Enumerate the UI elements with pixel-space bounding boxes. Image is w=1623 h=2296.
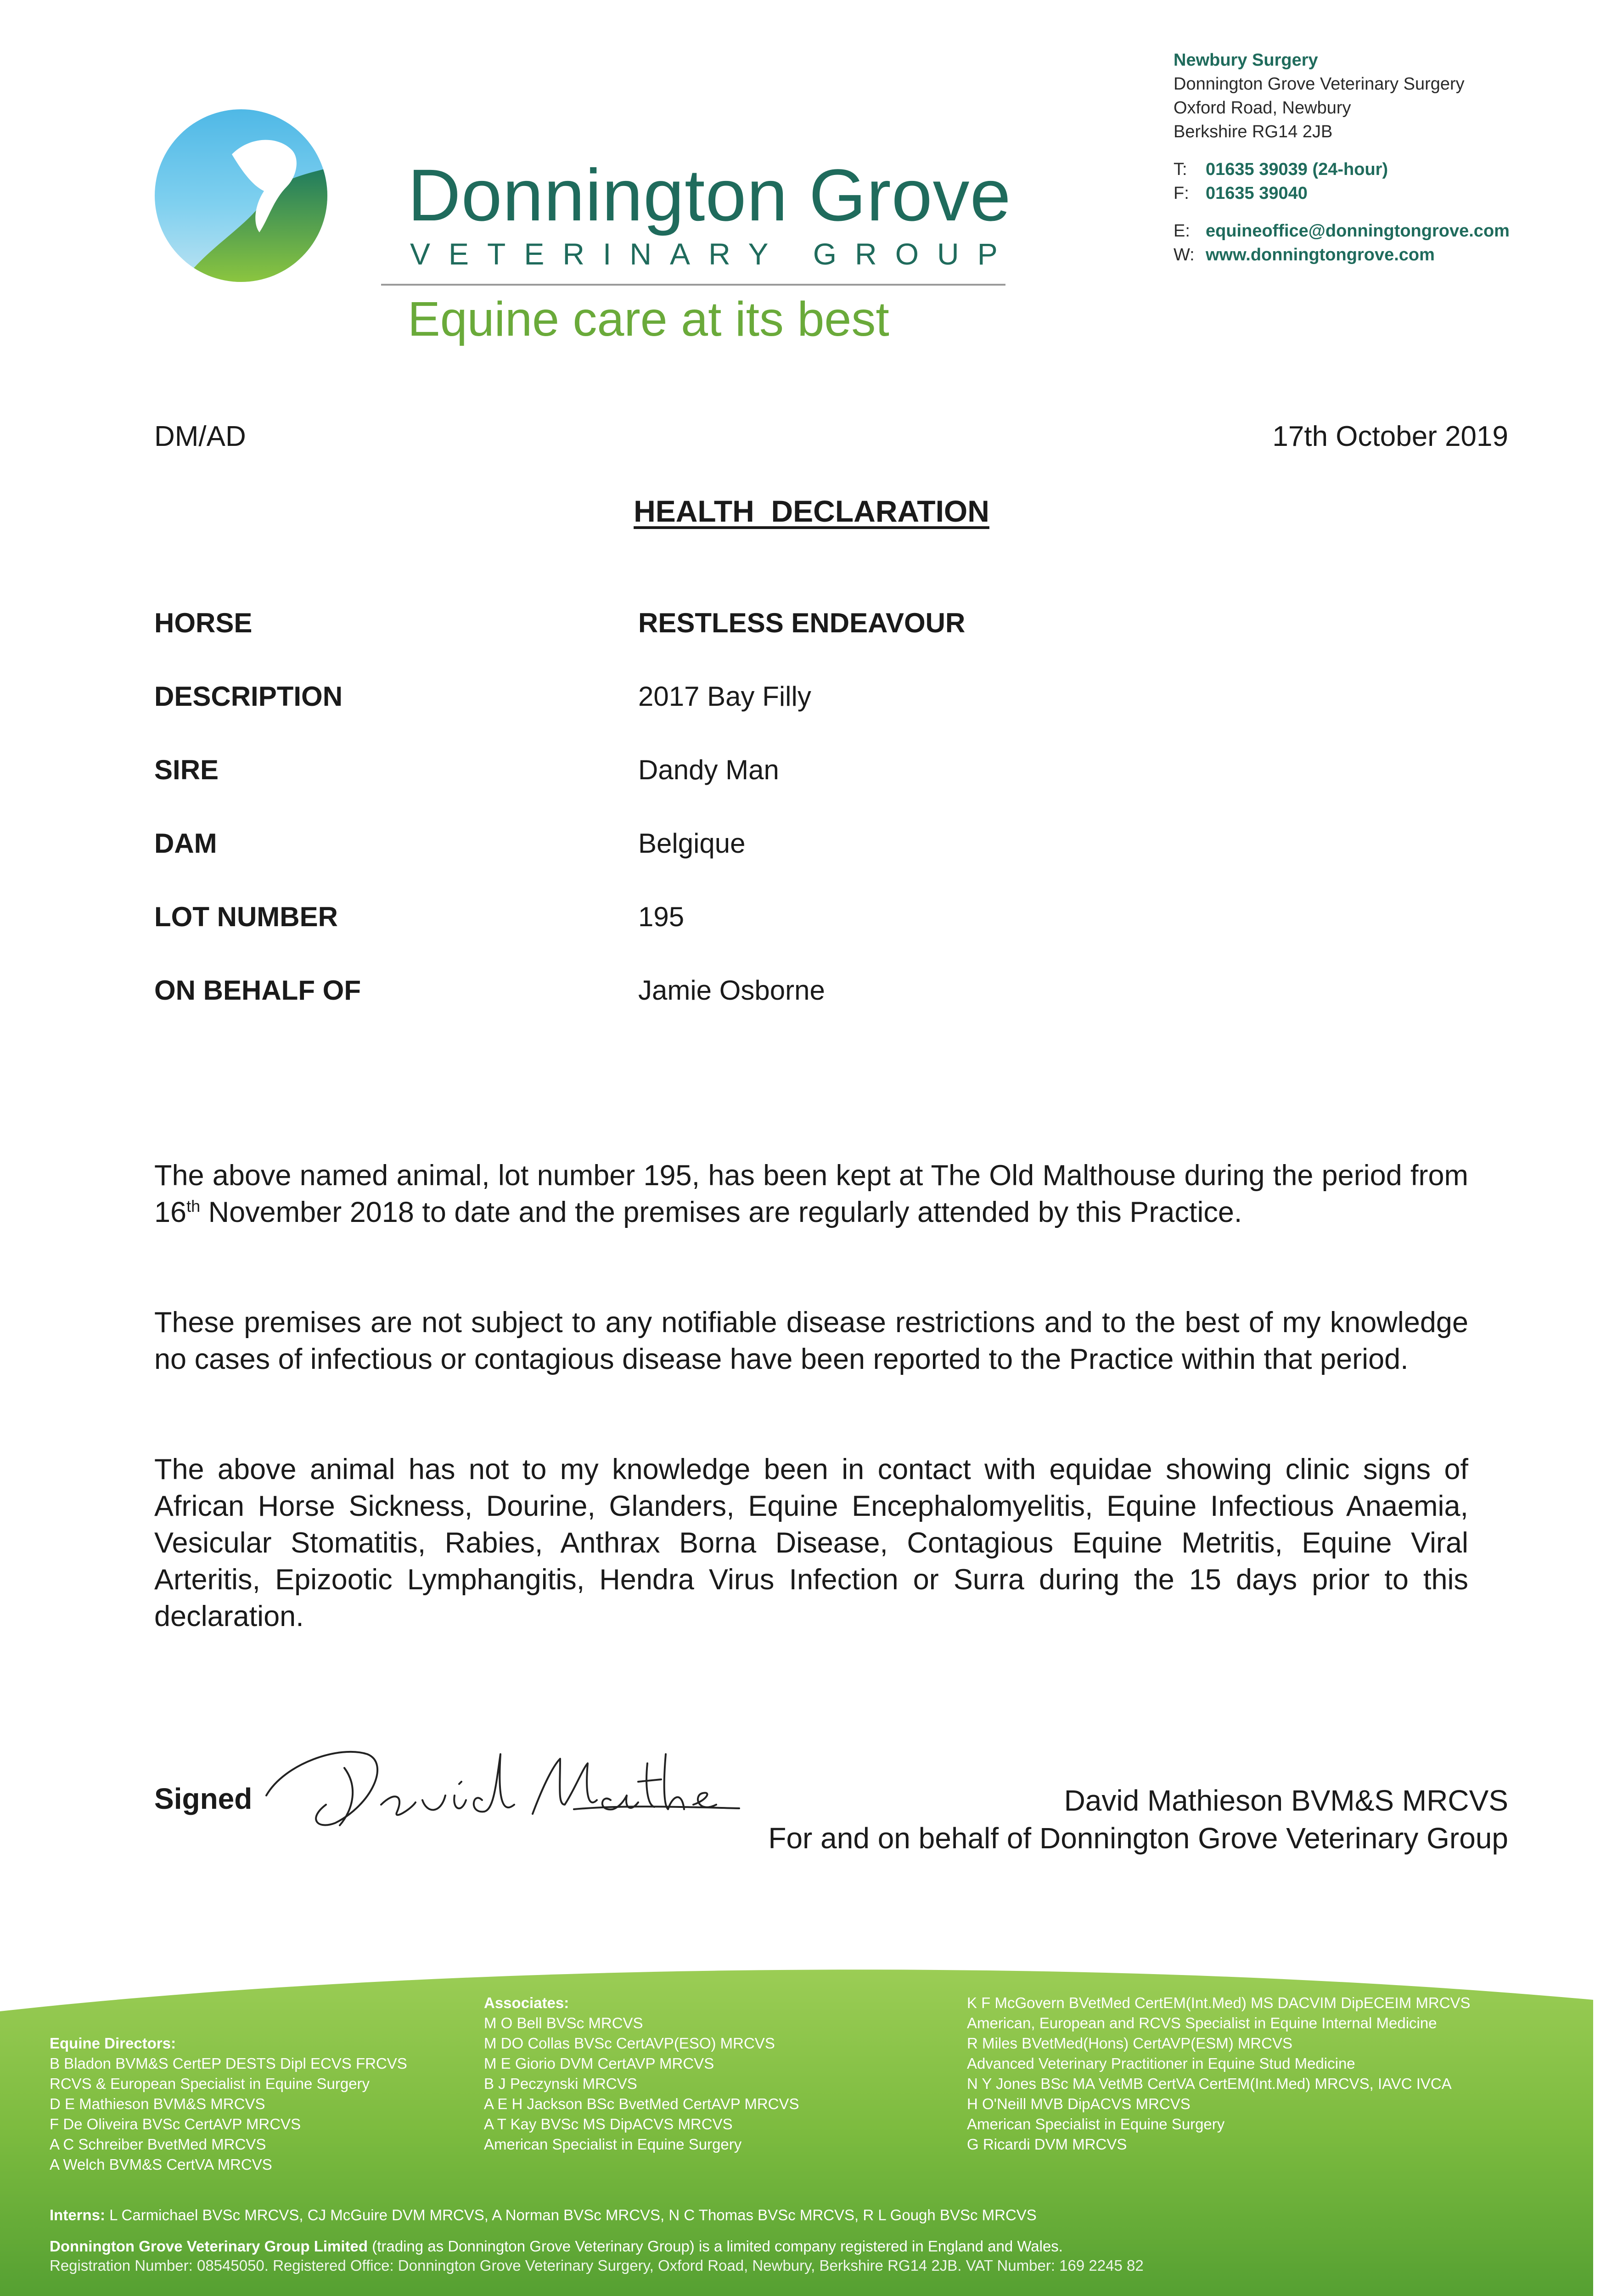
field-value-description: 2017 Bay Filly [638, 681, 811, 712]
field-label-horse: HORSE [154, 608, 253, 638]
staff-line: American, European and RCVS Specialist in Equine Internal Medicine [967, 2015, 1437, 2032]
interns-names: L Carmichael BVSc MRCVS, CJ McGuire DVM MRCVS, A Norman BVSc MRCVS, N C Thomas BVSc MRCVS, R L Gough BVSc MRCVS [105, 2206, 1037, 2223]
field-value-dam: Belgique [638, 828, 746, 859]
staff-line: R Miles BVetMed(Hons) CertAVP(ESM) MRCVS [967, 2035, 1293, 2052]
company-text: (trading as Donnington Grove Veterinary Group) is a limited company registered in England and Wales. [368, 2238, 1063, 2255]
address-line: Oxford Road, Newbury [1174, 98, 1351, 118]
director-line: A Welch BVM&S CertVA MRCVS [50, 2156, 272, 2173]
tel-number: 01635 39039 (24-hour) [1206, 160, 1388, 179]
field-value-horse: RESTLESS ENDEAVOUR [638, 608, 966, 638]
logo-icon [154, 108, 328, 283]
signature [257, 1736, 744, 1832]
web-label: W: [1174, 245, 1195, 264]
brand-divider [381, 284, 1005, 286]
paragraph-2: These premises are not subject to any notifiable disease restrictions and to the best of my knowledge no cases of infectious or contagious disease have been reported to the Practice within that period. [154, 1306, 1468, 1375]
associate-line: M O Bell BVSc MRCVS [484, 2015, 643, 2032]
brand-tagline: Equine care at its best [408, 292, 889, 346]
staff-line: G Ricardi DVM MRCVS [967, 2136, 1127, 2153]
document-title [0, 494, 1623, 529]
fax-number: 01635 39040 [1206, 184, 1308, 203]
director-line: F De Oliveira BVSc CertAVP MRCVS [50, 2116, 301, 2133]
web-link[interactable]: www.donningtongrove.com [1206, 245, 1435, 264]
staff-line: H O'Neill MVB DipACVS MRCVS [967, 2095, 1191, 2112]
field-label-description: DESCRIPTION [154, 681, 343, 712]
signer-organisation: For and on behalf of Donnington Grove Veterinary Group [768, 1822, 1508, 1855]
signer-name: David Mathieson BVM&S MRCVS [1064, 1784, 1508, 1817]
paragraph-1-part-b: November 2018 to date and the premises are regularly attended by this Practice. [200, 1196, 1242, 1228]
letter-date: 17th October 2019 [1272, 421, 1508, 452]
email-link[interactable]: equineoffice@donningtongrove.com [1206, 221, 1510, 241]
staff-line: American Specialist in Equine Surgery [967, 2116, 1225, 2133]
associate-line: B J Peczynski MRCVS [484, 2075, 637, 2092]
associate-line: M E Giorio DVM CertAVP MRCVS [484, 2055, 714, 2072]
other-staff-list [967, 1993, 1471, 2155]
director-line: A C Schreiber BvetMed MRCVS [50, 2136, 266, 2153]
field-label-on-behalf-of: ON BEHALF OF [154, 975, 361, 1006]
paragraph-3: The above animal has not to my knowledge been in contact with equidae showing clinic signs of African Horse Sickness, Dourine, Glanders, Equine Encephalomyelitis, Equine Infectious Anaemia, Vesicular Stomatitis, Rabies, Anthrax Borna Disease, Contagious Equine Metritis, Equine Viral Arteritis, Epizootic Lymphangitis, Hendra Virus Infection or Surra during the 15 days prior to this declaration. [154, 1453, 1468, 1632]
signed-label: Signed [154, 1782, 253, 1815]
field-value-on-behalf-of: Jamie Osborne [638, 975, 825, 1006]
field-value-lot-number: 195 [638, 901, 685, 932]
ordinal-suffix: th [186, 1197, 201, 1216]
associate-line: A E H Jackson BSc BvetMed CertAVP MRCVS [484, 2095, 799, 2112]
reference: DM/AD [154, 421, 246, 452]
registration-line: Registration Number: 08545050. Registered Office: Donnington Grove Veterinary Surgery, Oxford Road, Newbury, Berkshire RG14 2JB. VAT Number: 169 2245 82 [50, 2257, 1144, 2274]
paragraph-1 [154, 1157, 1468, 1231]
field-label-sire: SIRE [154, 754, 219, 785]
staff-line: Advanced Veterinary Practitioner in Equine Stud Medicine [967, 2055, 1355, 2072]
interns-line [50, 2205, 1037, 2225]
brand-name: Donnington Grove [408, 154, 1011, 236]
staff-line: K F McGovern BVetMed CertEM(Int.Med) MS DACVIM DipECEIM MRCVS [967, 1994, 1471, 2011]
field-label-dam: DAM [154, 828, 217, 859]
company-name: Donnington Grove Veterinary Group Limited [50, 2238, 368, 2255]
interns-label: Interns: [50, 2206, 106, 2223]
directors-title: Equine Directors: [50, 2035, 176, 2052]
associates-list [484, 1993, 799, 2155]
address-line: Donnington Grove Veterinary Surgery [1174, 74, 1465, 94]
director-line: B Bladon BVM&S CertEP DESTS Dipl ECVS FRCVS [50, 2055, 407, 2072]
field-value-sire: Dandy Man [638, 754, 779, 785]
tel-label: T: [1174, 160, 1187, 179]
field-label-lot-number: LOT NUMBER [154, 901, 338, 932]
director-line: D E Mathieson BVM&S MRCVS [50, 2095, 265, 2112]
fax-label: F: [1174, 184, 1189, 203]
paragraph-1-part-a: The above named animal, lot number 195, has been kept at The Old Malthouse during the period from 16 [154, 1159, 1468, 1228]
document-title-text: HEALTH DECLARATION [634, 494, 989, 528]
directors-list [50, 2033, 407, 2175]
associate-line: M DO Collas BVSc CertAVP(ESO) MRCVS [484, 2035, 775, 2052]
surgery-name: Newbury Surgery [1174, 51, 1318, 70]
director-line: RCVS & European Specialist in Equine Surgery [50, 2075, 370, 2092]
company-line [50, 2236, 1063, 2257]
address-line: Berkshire RG14 2JB [1174, 122, 1333, 141]
signer-block [768, 1782, 1508, 1857]
contact-block [1174, 48, 1510, 267]
staff-line: N Y Jones BSc MA VetMB CertVA CertEM(Int.Med) MRCVS, IAVC IVCA [967, 2075, 1452, 2092]
email-label: E: [1174, 221, 1190, 241]
associate-line: A T Kay BVSc MS DipACVS MRCVS [484, 2116, 733, 2133]
associate-line: American Specialist in Equine Surgery [484, 2136, 742, 2153]
brand-subtitle: VETERINARY GROUP [410, 237, 1016, 271]
associates-title: Associates: [484, 1994, 569, 2011]
